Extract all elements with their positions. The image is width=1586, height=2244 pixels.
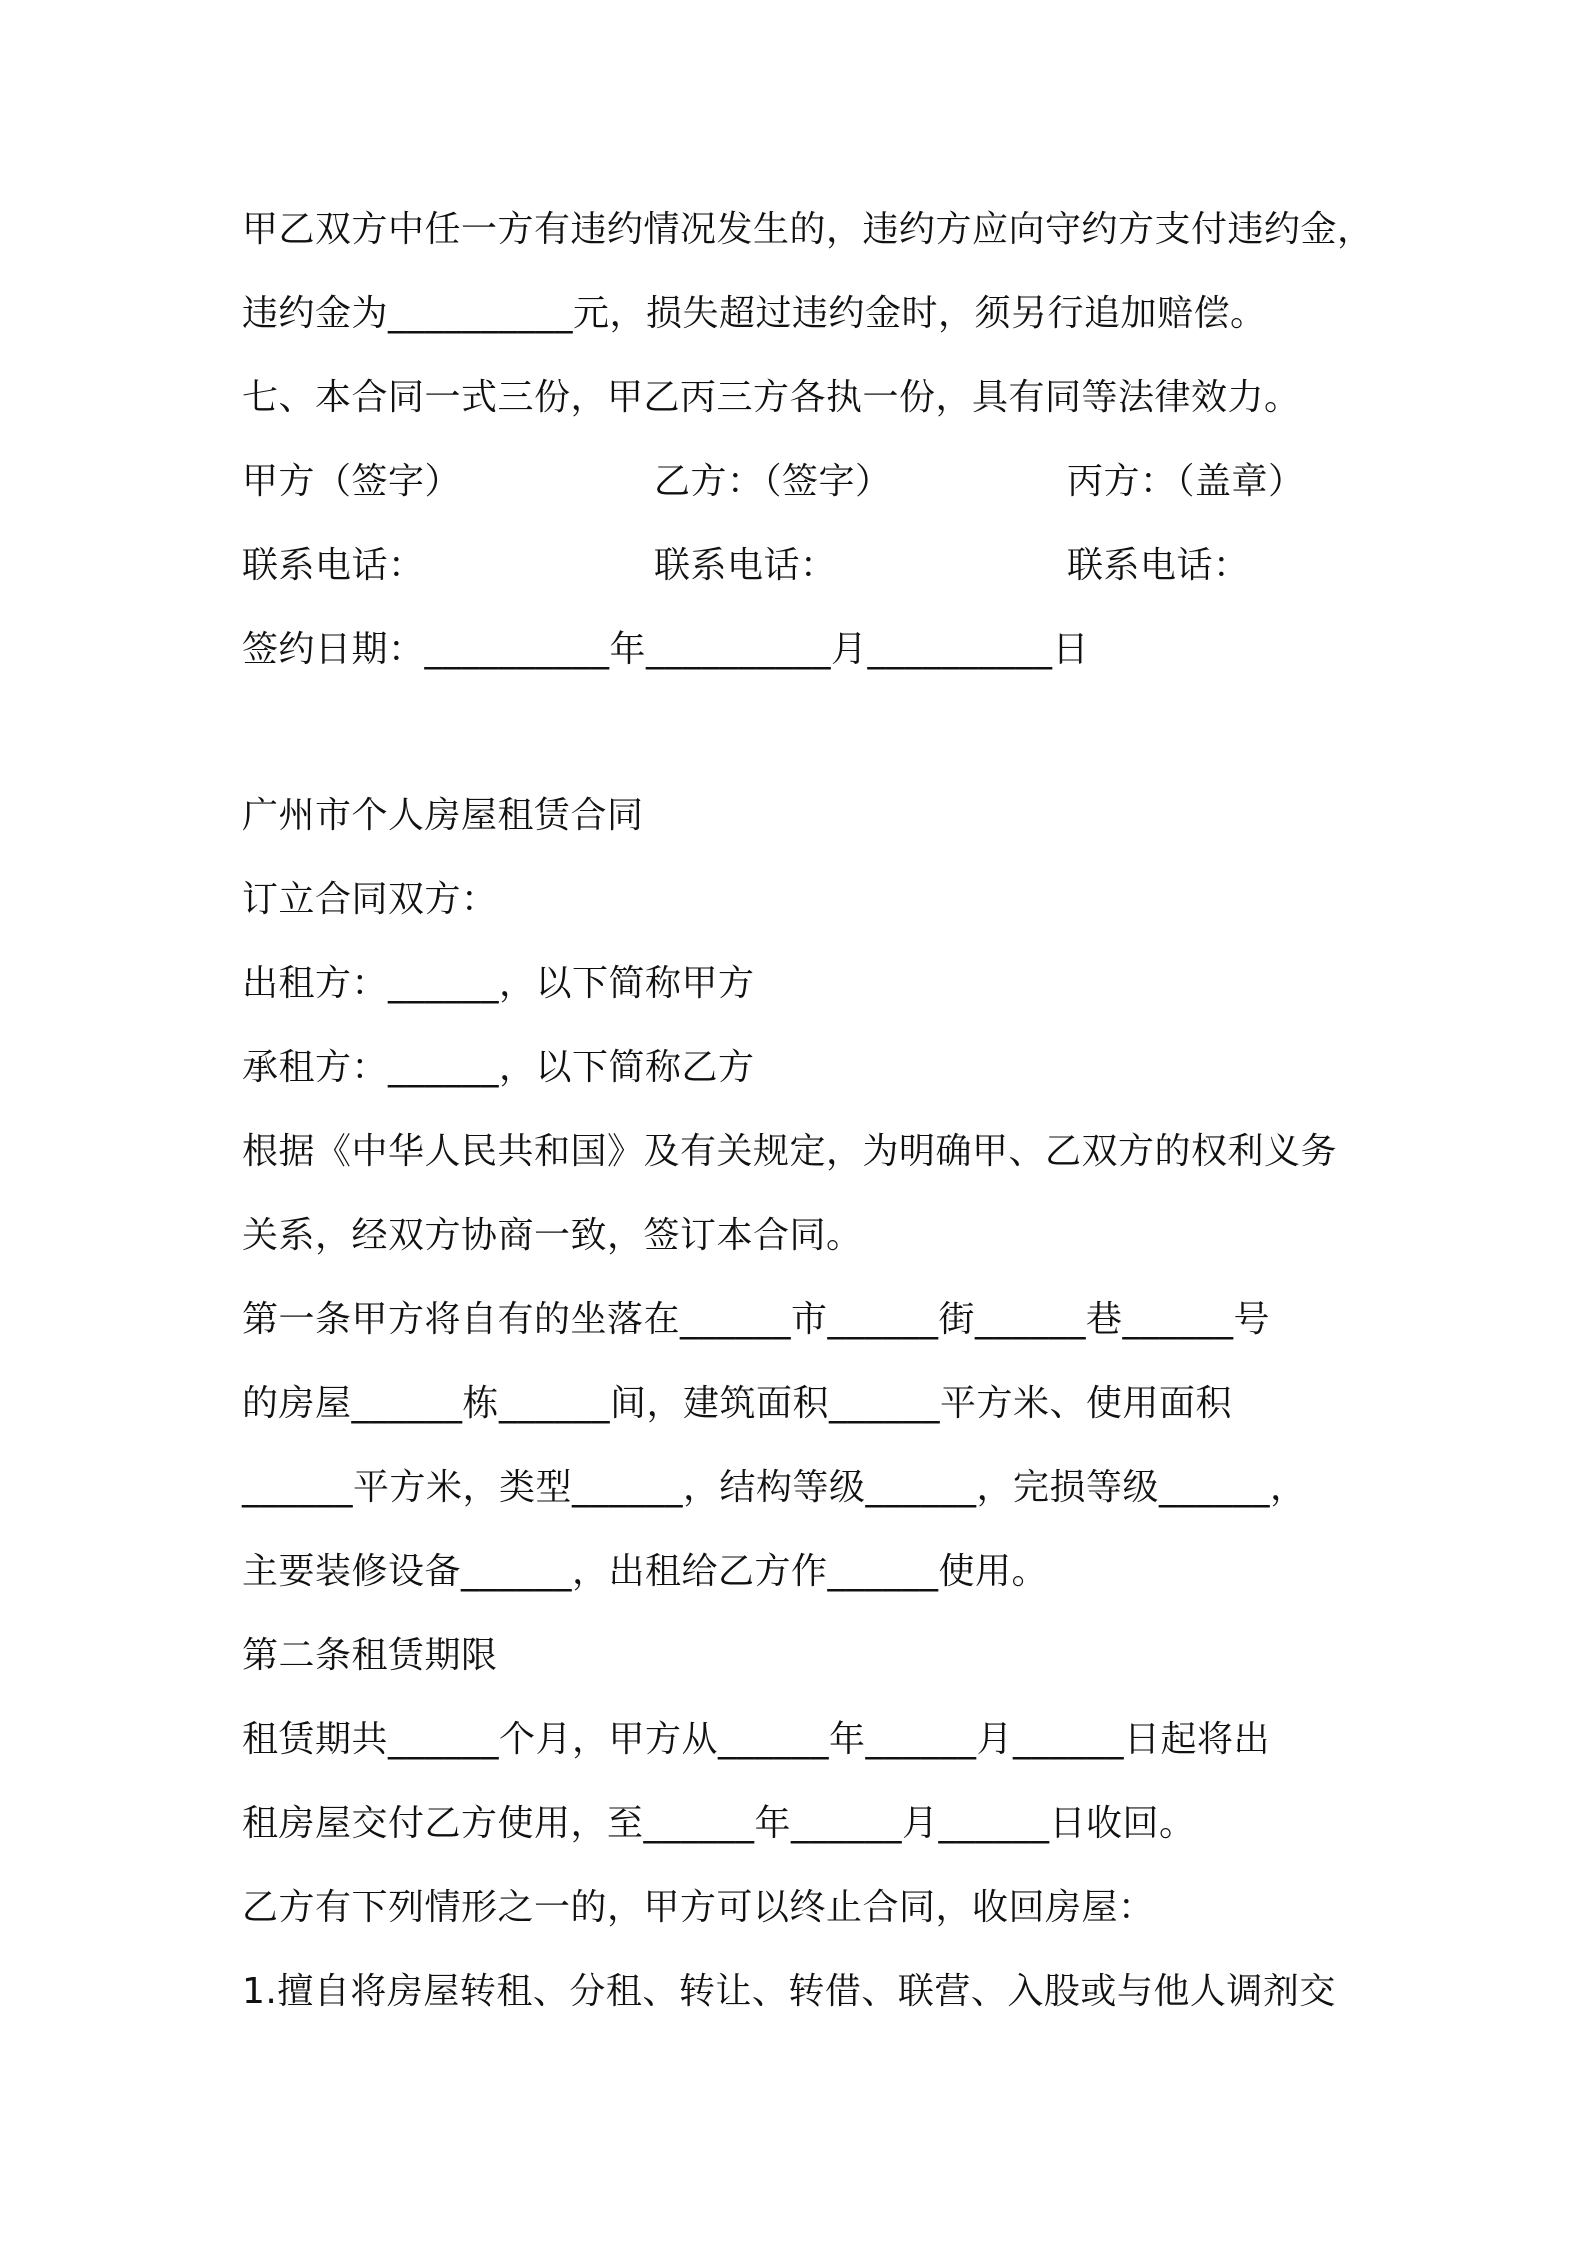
article-two-heading: 第二条租赁期限 [242,1635,498,1676]
party-a-signature-label: 甲方（签字） [242,461,462,502]
party-a-phone-label: 联系电话： [242,545,425,586]
lessee-line: 承租方：______，以下简称乙方 [242,1047,755,1088]
party-c-seal-label: 丙方：（盖章） [1067,461,1305,502]
party-b-phone-label: 联系电话： [654,545,837,586]
article-two-line-1: 租赁期共______个月，甲方从______年______月______日起将出 [242,1719,1271,1760]
article-one-line-1: 第一条甲方将自有的坐落在______市______街______巷______号 [242,1299,1271,1340]
article-one-line-4: 主要装修设备______，出租给乙方作______使用。 [242,1551,1049,1592]
contract-title: 广州市个人房屋租赁合同 [242,795,644,836]
penalty-text-line-1: 甲乙双方中任一方有违约情况发生的，违约方应向守约方支付违约金， [242,209,1374,250]
termination-intro: 乙方有下列情形之一的，甲方可以终止合同，收回房屋： [242,1887,1155,1928]
party-b-signature-label: 乙方：（签字） [654,461,892,502]
preamble-line-1: 根据《中华人民共和国》及有关规定，为明确甲、乙双方的权利义务 [242,1131,1338,1172]
article-two-line-2: 租房屋交付乙方使用，至______年______月______日收回。 [242,1803,1196,1844]
preamble-line-2: 关系，经双方协商一致，签订本合同。 [242,1215,863,1256]
termination-item-1: 1.擅自将房屋转租、分租、转让、转借、联营、入股或与他人调剂交 [242,1971,1336,2012]
article-one-line-2: 的房屋______栋______间，建筑面积______平方米、使用面积 [242,1383,1233,1424]
sign-date: 签约日期：__________年__________月__________日 [242,629,1090,670]
lessor-line: 出租方：______，以下简称甲方 [242,963,755,1004]
penalty-text-line-2: 违约金为__________元，损失超过违约金时，须另行追加赔偿。 [242,293,1267,334]
parties-heading: 订立合同双方： [242,879,498,920]
article-one-line-3: ______平方米，类型______，结构等级______，完损等级______， [242,1467,1307,1508]
clause-seven: 七、本合同一式三份，甲乙丙三方各执一份，具有同等法律效力。 [242,377,1301,418]
party-c-phone-label: 联系电话： [1067,545,1250,586]
